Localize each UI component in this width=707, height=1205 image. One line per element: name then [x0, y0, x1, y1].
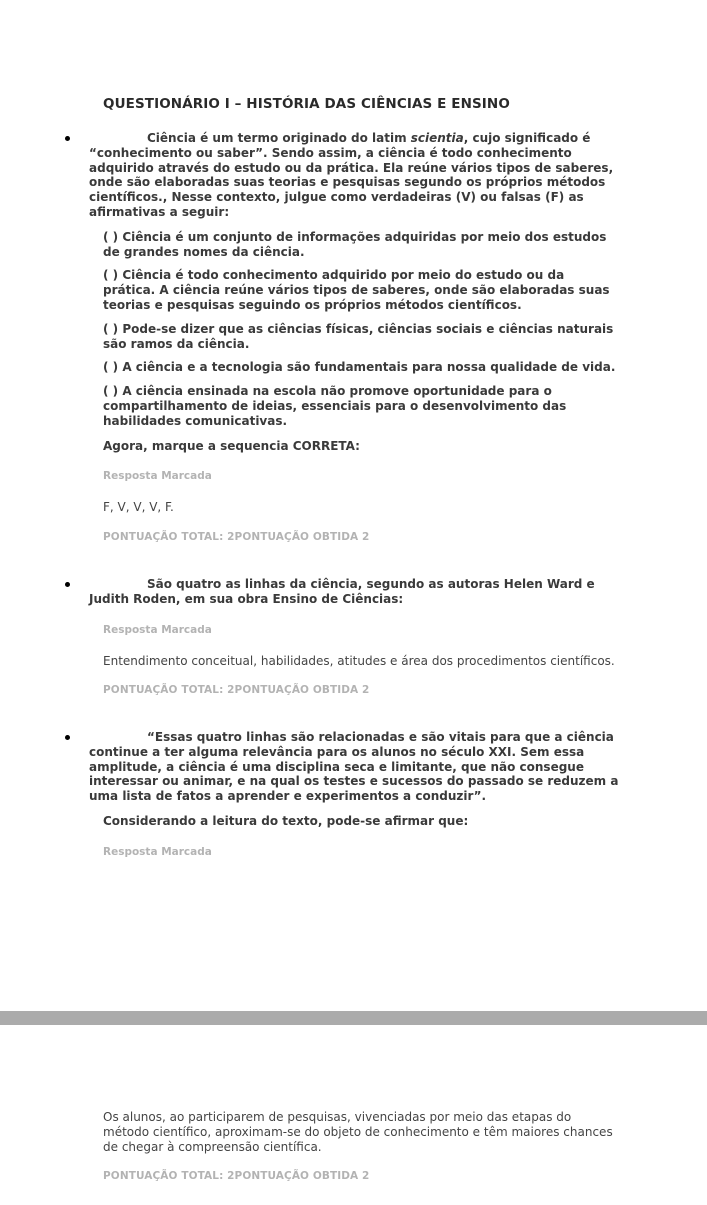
question-3-answer: Os alunos, ao participarem de pesquisas, vivenciadas por meio das etapas do método científico, aproximam-se do objeto de conhecimento e têm maiores chances de chegar à compreensão científica.: [103, 1110, 613, 1154]
question-1-option-5: ( ) A ciência ensinada na escola não promove oportunidade para o compartilhamento de ideias, essenciais para o desenvolvimento das habilidades comunicativas.: [103, 384, 567, 428]
question-1-score: PONTUAÇÃO TOTAL: 2PONTUAÇÃO OBTIDA 2: [103, 531, 370, 544]
question-1-option-2: ( ) Ciência é todo conhecimento adquirido por meio do estudo ou da prática. A ciência reúne vários tipos de saberes, onde são elaboradas suas teorias e pesquisas seguindo os próprios métodos científicos.: [103, 268, 610, 312]
question-1-option-1: ( ) Ciência é um conjunto de informações adquiridas por meio dos estudos de grandes nomes da ciência.: [103, 229, 607, 259]
question-1-option-4: ( ) A ciência e a tecnologia são fundamentais para nossa qualidade de vida.: [103, 360, 616, 375]
page-2: [0, 1025, 707, 1205]
bullet-icon: [65, 136, 70, 141]
question-1-instruction: Agora, marque a sequencia CORRETA:: [103, 438, 360, 453]
question-2-answer-label: Resposta Marcada: [103, 623, 212, 636]
question-1-stem: [89, 131, 619, 220]
question-3-instruction: Considerando a leitura do texto, pode-se afirmar que:: [103, 813, 469, 828]
question-2-answer: Entendimento conceitual, habilidades, atitudes e área dos procedimentos científicos.: [103, 653, 615, 668]
question-1-stem-start: Ciência é um termo originado do latim: [147, 131, 411, 145]
page-title: QUESTIONÁRIO I – HISTÓRIA DAS CIÊNCIAS E ENSINO: [103, 96, 510, 112]
question-1-answer: F, V, V, V, F.: [103, 500, 174, 515]
question-3-score: PONTUAÇÃO TOTAL: 2PONTUAÇÃO OBTIDA 2: [103, 1170, 370, 1183]
page-separator: [0, 1011, 707, 1025]
question-3: [89, 730, 619, 859]
question-1: [89, 131, 619, 544]
question-1-answer-label: Resposta Marcada: [103, 470, 212, 483]
question-1-stem-end: , cujo significado é “conhecimento ou saber”. Sendo assim, a ciência é todo conhecimento adquirido através do estudo ou da prática. Ela reúne vários tipos de saberes, onde são elaboradas suas teorias e pesquisas segundo os próprios métodos científicos., Nesse contexto, julgue como verdadeiras (V) ou falsas (F) as afirmativas a seguir:: [89, 131, 614, 219]
question-3-answer-label: Resposta Marcada: [103, 845, 212, 858]
question-2: [89, 577, 619, 697]
question-2-stem: São quatro as linhas da ciência, segundo as autoras Helen Ward e Judith Roden, em sua obra Ensino de Ciências:: [89, 577, 595, 606]
question-1-stem-italic: scientia: [410, 131, 464, 145]
bullet-icon: [65, 582, 70, 587]
question-1-option-3: ( ) Pode-se dizer que as ciências físicas, ciências sociais e ciências naturais são ramos da ciência.: [103, 321, 614, 351]
bullet-icon: [65, 735, 70, 740]
question-3-stem: “Essas quatro linhas são relacionadas e são vitais para que a ciência continue a ter alguma relevância para os alunos no século XXI. Sem essa amplitude, a ciência é uma disciplina seca e limitante, que não consegue interessar ou animar, e na qual os testes e sucessos do passado se reduzem a uma lista de fatos a aprender e experimentos a conduzir”.: [89, 730, 619, 804]
question-2-score: PONTUAÇÃO TOTAL: 2PONTUAÇÃO OBTIDA 2: [103, 684, 370, 697]
